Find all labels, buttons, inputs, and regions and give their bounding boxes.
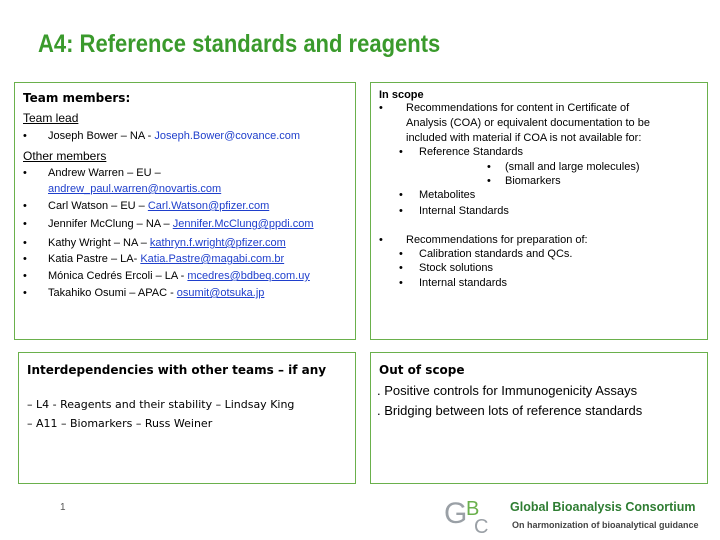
scope-item-line: Recommendations for content in Certificate of: [406, 102, 630, 114]
logo-tagline: On harmonization of bioanalytical guidance: [512, 520, 699, 530]
in-scope-heading: In scope: [379, 89, 424, 101]
logo-name: Global Bioanalysis Consortium: [510, 500, 696, 514]
team-lead-name: Joseph Bower – NA -: [48, 130, 155, 142]
member-item: Jennifer McClung – NA – Jennifer.McClung@ppdi.com: [48, 218, 314, 230]
scope-item: Recommendations for preparation of:: [406, 234, 588, 246]
out-of-scope-heading: Out of scope: [379, 363, 465, 377]
member-item: Mónica Cedrés Ercoli – LA - mcedres@bdbeq.com.uy: [48, 270, 310, 282]
scope-subitem: Metabolites: [419, 189, 476, 201]
scope-subitem: Calibration standards and QCs.: [419, 248, 573, 260]
member-email[interactable]: Carl.Watson@pfizer.com: [147, 200, 270, 212]
out-of-scope-item: . Bridging between lots of reference standards: [377, 403, 643, 418]
bullet: •: [399, 205, 403, 217]
member-email[interactable]: Katia.Pastre@magabi.com.br: [140, 253, 285, 265]
scope-subitem: Internal Standards: [419, 205, 509, 217]
team-members-heading: Team members:: [23, 91, 131, 105]
member-item: Takahiko Osumi – APAC - osumit@otsuka.jp: [48, 287, 265, 299]
member-item: Carl Watson – EU – Carl.Watson@pfizer.com: [48, 200, 270, 212]
logo-letter-b: B: [466, 498, 480, 520]
interdependencies-box: [18, 352, 356, 484]
team-members-box: [14, 82, 356, 340]
bullet: •: [399, 146, 403, 158]
bullet: •: [23, 130, 27, 142]
page-number: 1: [60, 502, 66, 513]
scope-item-line: included with material if COA is not available for:: [406, 132, 642, 144]
team-lead-label: Team lead: [23, 111, 79, 125]
bullet: •: [399, 189, 403, 201]
in-scope-box: [370, 82, 708, 340]
other-members-label: Other members: [23, 149, 107, 163]
bullet: •: [487, 161, 491, 173]
scope-subsubitem: Biomarkers: [505, 175, 561, 187]
member-item: Kathy Wright – NA – kathryn.f.wright@pfizer.com: [48, 237, 286, 249]
out-of-scope-item: . Positive controls for Immunogenicity Assays: [377, 383, 638, 398]
member-item: Andrew Warren – EU –: [48, 167, 161, 179]
bullet: •: [23, 253, 27, 265]
bullet: •: [23, 218, 27, 230]
bullet: •: [379, 234, 383, 246]
dependency-item: – L4 - Reagents and their stability – Lindsay King: [27, 398, 295, 411]
logo-letter-g: G: [444, 497, 468, 530]
scope-subitem: Reference Standards: [419, 146, 523, 158]
bullet: •: [23, 167, 27, 179]
out-of-scope-box: [370, 352, 708, 484]
gbc-logo-icon: [442, 493, 502, 535]
bullet: •: [487, 175, 491, 187]
interdependencies-heading: Interdependencies with other teams – if any: [27, 363, 327, 377]
member-item: Katia Pastre – LA- Katia.Pastre@magabi.com.br: [48, 253, 285, 265]
bullet: •: [23, 237, 27, 249]
bullet: •: [399, 262, 403, 274]
scope-subitem: Internal standards: [419, 277, 508, 289]
dependency-item: – A11 – Biomarkers – Russ Weiner: [27, 417, 213, 430]
member-email[interactable]: osumit@otsuka.jp: [176, 287, 265, 299]
bullet: •: [23, 200, 27, 212]
member-email[interactable]: Jennifer.McClung@ppdi.com: [172, 218, 314, 230]
bullet: •: [23, 270, 27, 282]
bullet: •: [399, 277, 403, 289]
team-lead-item: [48, 130, 300, 142]
member-email[interactable]: kathryn.f.wright@pfizer.com: [149, 237, 286, 249]
bullet: •: [23, 287, 27, 299]
bullet: •: [399, 248, 403, 260]
team-lead-email[interactable]: Joseph.Bower@covance.com: [154, 130, 301, 142]
logo-letter-c: C: [474, 516, 489, 535]
scope-subitem: Stock solutions: [419, 262, 493, 274]
scope-subsubitem: (small and large molecules): [505, 161, 640, 173]
page-title: A4: Reference standards and reagents: [38, 30, 441, 58]
member-email[interactable]: mcedres@bdbeq.com.uy: [187, 270, 310, 282]
bullet: •: [379, 102, 383, 114]
scope-item-line: Analysis (COA) or equivalent documentation to be: [406, 117, 650, 129]
member-email[interactable]: andrew_paul.warren@novartis.com: [48, 183, 222, 195]
